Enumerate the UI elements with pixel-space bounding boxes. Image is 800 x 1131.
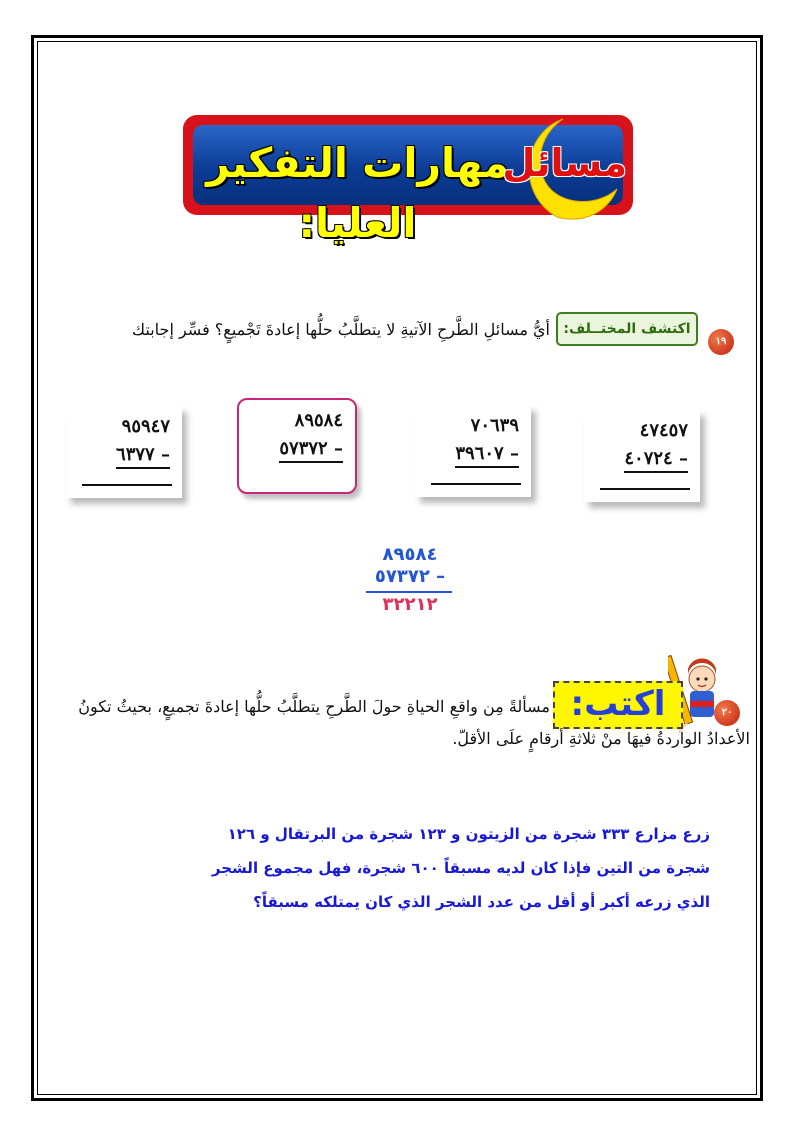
- title-banner: [183, 115, 633, 247]
- card-subtrahend: ٥٧٣٧٢ –: [279, 438, 343, 463]
- card-minuend: ٩٥٩٤٧: [121, 416, 170, 437]
- answer-result: ٣٢٢١٢: [382, 594, 438, 615]
- banner-title: مهارات التفكير العليا:: [206, 139, 509, 247]
- answer-subtrahend: ٥٧٣٧٢ –: [374, 566, 446, 587]
- number-badge-icon: ١٩: [708, 329, 734, 355]
- card-subtrahend: ٣٩٦٠٧ –: [455, 443, 519, 468]
- card-minuend: ٧٠٦٣٩: [470, 415, 519, 436]
- answer-problem-line-3: الذي زرعه أكبر أو أقل من عدد الشجر الذي كان يمتلكه مسبقاً؟: [253, 893, 710, 911]
- card-subtrahend: ٤٠٧٢٤ –: [624, 448, 688, 473]
- card-subtrahend: ٦٣٧٧ –: [116, 444, 170, 469]
- answer-problem-line-1: زرع مزارع ٣٣٣ شجرة من الزيتون و ١٢٣ شجرة من البرتقال و ١٢٦: [227, 825, 710, 843]
- card-result-line: [82, 484, 172, 486]
- subtraction-card-4: [66, 406, 182, 498]
- subtraction-card-1: [584, 410, 700, 502]
- banner-word: مسائل: [502, 141, 627, 185]
- question-20-text-line-1: مسألةً مِن واقعِ الحياةِ حولَ الطَّرحِ يتطلَّبُ حلُّها إعادةَ تجميعٍ، بحيثُ تكونُ: [78, 697, 550, 716]
- answer-minuend: ٨٩٥٨٤: [382, 544, 438, 565]
- answer-rule: [366, 591, 452, 593]
- answer-problem-line-2: شجرة من التين فإذا كان لديه مسبقاً ٦٠٠ شجرة، فهل مجموع الشجر: [211, 859, 710, 877]
- card-minuend: ٤٧٤٥٧: [639, 420, 688, 441]
- subtraction-card-2: [415, 405, 531, 497]
- question-19-text: أيُّ مسائلِ الطَّرحِ الآتيةِ لا يتطلَّبُ حلُّها إعادةَ تَجْميعٍ؟ فسِّر إجابتك: [131, 320, 550, 339]
- number-badge-icon: ٢٠: [714, 700, 740, 726]
- question-20-text-line-2: الأعدادُ الواردةُ فيهَا منْ ثلاثةِ أرقامٍ علَى الأقلّ.: [452, 729, 750, 748]
- card-result-line: [600, 488, 690, 490]
- discover-different-tag: اكتشف المختــلف:: [556, 312, 698, 346]
- card-minuend: ٨٩٥٨٤: [294, 410, 343, 431]
- subtraction-card-3-highlighted: [237, 398, 357, 494]
- card-result-line: [431, 483, 521, 485]
- write-tag: اكتب:: [553, 681, 683, 729]
